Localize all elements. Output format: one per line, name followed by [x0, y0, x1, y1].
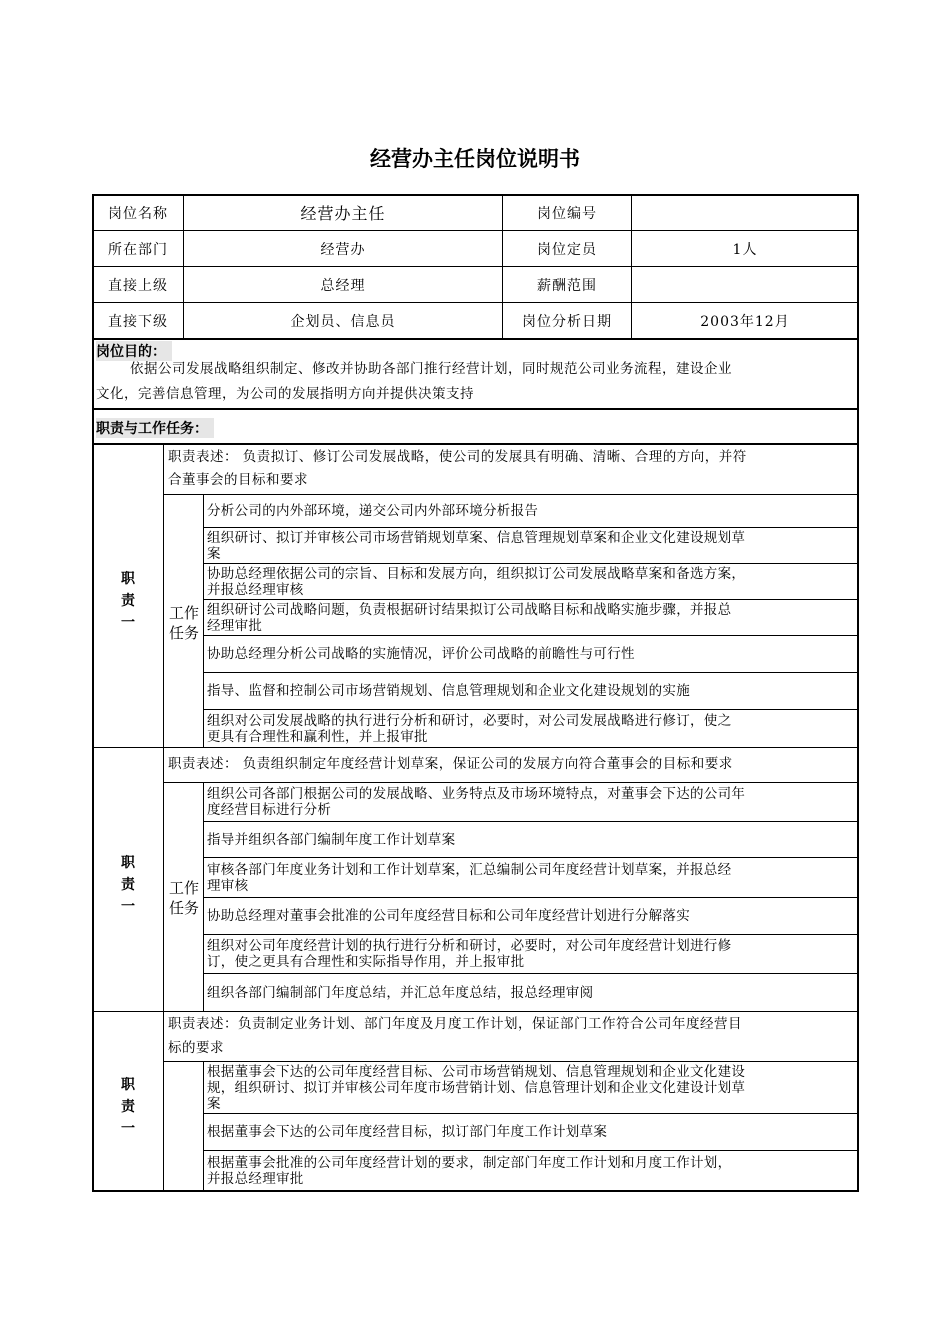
duty-1-task-1: 分析公司的内外部环境，递交公司内外部环境分析报告 — [207, 503, 539, 519]
duty-1-task-4: 组织研讨公司战略问题，负责根据研讨结果拟订公司战略目标和战略实施步骤，并报总 经理审批 — [207, 601, 732, 634]
duty-3-task-1: 根据董事会下达的公司年度经营目标、公司市场营销规划、信息管理规划和企业文化建设 规，组织研讨、拟订并审核公司年度市场营销计划、信息管理计划和企业文化建设计划草 案 — [207, 1063, 746, 1112]
label-position-code: 岗位编号 — [537, 205, 597, 222]
page-title: 经营办主任岗位说明书 — [370, 147, 580, 171]
duty-3-statement-line-1: 职责表述：负责制定业务计划、部门年度及月度工作计划，保证部门工作符合公司年度经营目 — [168, 1016, 742, 1032]
label-analysis-date: 岗位分析日期 — [522, 314, 612, 330]
label-subordinates: 直接下级 — [108, 314, 168, 330]
duty-1-label: 职 责 一 — [121, 571, 135, 631]
label-superior: 直接上级 — [108, 277, 168, 294]
duty-1-task-label: 工作 任务 — [168, 604, 199, 642]
duty-2-statement-line-1: 职责表述： 负责组织制定年度经营计划草案，保证公司的发展方向符合董事会的目标和要求 — [168, 756, 733, 772]
value-position-code — [632, 195, 858, 230]
duty-2-task-5: 组织对公司年度经营计划的执行进行分析和研讨，必要时，对公司年度经营计划进行修 订，使之更具有合理性和实际指导作用，并上报审批 — [207, 938, 732, 970]
duty-2-task-1: 组织公司各部门根据公司的发展战略、业务特点及市场环境特点，对董事会下达的公司年 度经营目标进行分析 — [207, 786, 746, 818]
label-position-name: 岗位名称 — [108, 205, 168, 222]
duties-heading: 职责与工作任务： — [96, 418, 214, 438]
value-superior: 总经理 — [320, 277, 366, 294]
duty-2-task-4: 协助总经理对董事会批准的公司年度经营目标和公司年度经营计划进行分解落实 — [207, 908, 690, 924]
value-department: 经营办 — [320, 241, 366, 258]
purpose-line-1: 依据公司发展战略组织制定、修改并协助各部门推行经营计划，同时规范公司业务流程，建设企业 — [130, 361, 732, 377]
duty-1-task-5: 协助总经理分析公司战略的实施情况，评价公司战略的前瞻性与可行性 — [207, 646, 635, 662]
duty-3-task-2: 根据董事会下达的公司年度经营目标，拟订部门年度工作计划草案 — [207, 1124, 608, 1140]
value-headcount: 1人 — [732, 241, 758, 258]
duty-3-task-3: 根据董事会批准的公司年度经营计划的要求，制定部门年度工作计划和月度工作计划， 并报总经理审批 — [207, 1155, 732, 1187]
duty-1-statement-line-2: 合董事会的目标和要求 — [168, 472, 308, 488]
value-subordinates: 企划员、信息员 — [290, 314, 396, 330]
label-headcount: 岗位定员 — [537, 241, 597, 258]
duty-3-label: 职 责 一 — [121, 1077, 135, 1137]
duty-1-task-6: 指导、监督和控制公司市场营销规划、信息管理规划和企业文化建设规划的实施 — [207, 683, 690, 699]
value-salary-range — [632, 267, 858, 302]
duty-1-statement-line-1: 职责表述： 负责拟订、修订公司发展战略，使公司的发展具有明确、清晰、合理的方向，并符 — [168, 449, 747, 465]
duty-2-task-label: 工作 任务 — [168, 879, 199, 917]
value-position-name: 经营办主任 — [300, 204, 386, 223]
value-analysis-date: 2003年12月 — [700, 314, 790, 330]
duty-2-task-2: 指导并组织各部门编制年度工作计划草案 — [207, 831, 456, 848]
duty-1-task-3: 协助总经理依据公司的宗旨、目标和发展方向，组织拟订公司发展战略草案和备选方案， 并报总经理审核 — [207, 565, 746, 598]
duty-2-task-3: 审核各部门年度业务计划和工作计划草案，汇总编制公司年度经营计划草案，并报总经 理审核 — [207, 861, 732, 894]
duty-3-statement-line-2: 标的要求 — [168, 1040, 224, 1056]
duty-2-label: 职 责 一 — [121, 855, 135, 915]
duty-1-task-7: 组织对公司发展战略的执行进行分析和研讨，必要时，对公司发展战略进行修订，使之 更具有合理性和赢利性，并上报审批 — [207, 712, 732, 745]
purpose-line-2: 文化，完善信息管理，为公司的发展指明方向并提供决策支持 — [96, 386, 474, 402]
duty-1-task-2: 组织研讨、拟订并审核公司市场营销规划草案、信息管理规划草案和企业文化建设规划草 案 — [207, 529, 746, 562]
label-salary-range: 薪酬范围 — [537, 277, 597, 294]
label-department: 所在部门 — [108, 241, 168, 258]
purpose-heading: 岗位目的： — [96, 341, 172, 361]
duty-2-task-6: 组织各部门编制部门年度总结，并汇总年度总结，报总经理审阅 — [207, 984, 594, 1001]
